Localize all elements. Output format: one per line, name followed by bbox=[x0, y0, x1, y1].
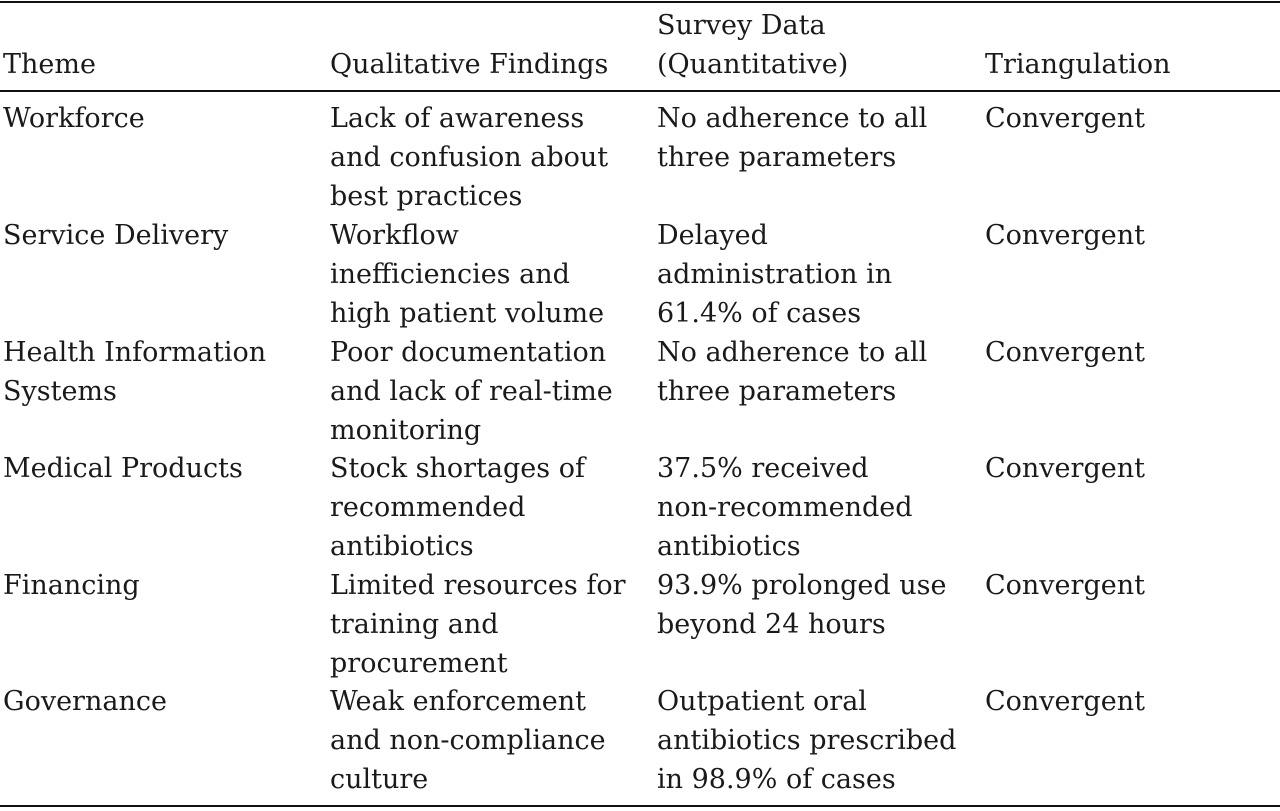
cell-line: antibiotics bbox=[330, 531, 474, 562]
row-6-triangulation bbox=[985, 682, 1145, 721]
table-bottom-rule bbox=[0, 805, 1280, 807]
header-triangulation-line: Triangulation bbox=[985, 49, 1171, 80]
cell-line: three parameters bbox=[657, 376, 897, 407]
row-1-qualitative bbox=[330, 99, 608, 216]
cell-line: administration in bbox=[657, 259, 893, 290]
row-3-triangulation bbox=[985, 333, 1145, 372]
cell-line: No adherence to all bbox=[657, 103, 928, 134]
row-5-triangulation bbox=[985, 566, 1145, 605]
row-3-qualitative bbox=[330, 333, 613, 450]
cell-line: antibiotics prescribed bbox=[657, 725, 957, 756]
cell-line: Convergent bbox=[985, 686, 1145, 717]
header-theme bbox=[3, 45, 96, 84]
cell-line: Governance bbox=[3, 686, 167, 717]
cell-line: Outpatient oral bbox=[657, 686, 867, 717]
row-5-theme bbox=[3, 566, 140, 605]
cell-line: high patient volume bbox=[330, 298, 605, 329]
row-6-survey bbox=[657, 682, 956, 799]
header-qualitative-line: Qualitative Findings bbox=[330, 49, 609, 80]
row-6-theme bbox=[3, 682, 167, 721]
row-2-triangulation bbox=[985, 216, 1145, 255]
cell-line: Weak enforcement bbox=[330, 686, 587, 717]
row-4-survey bbox=[657, 449, 913, 566]
cell-line: procurement bbox=[330, 648, 508, 679]
cell-line: Convergent bbox=[985, 103, 1145, 134]
row-5-survey bbox=[657, 566, 946, 644]
cell-line: best practices bbox=[330, 181, 523, 212]
cell-line: Stock shortages of bbox=[330, 453, 585, 484]
cell-line: non-recommended bbox=[657, 492, 913, 523]
header-triangulation bbox=[985, 45, 1171, 84]
header-survey-line-1: Survey Data bbox=[657, 10, 826, 41]
cell-line: beyond 24 hours bbox=[657, 609, 886, 640]
cell-line: antibiotics bbox=[657, 531, 801, 562]
cell-line: recommended bbox=[330, 492, 526, 523]
cell-line: and non-compliance bbox=[330, 725, 606, 756]
cell-line: training and bbox=[330, 609, 499, 640]
row-3-survey bbox=[657, 333, 927, 411]
row-1-survey bbox=[657, 99, 927, 177]
cell-line: monitoring bbox=[330, 415, 482, 446]
cell-line: Service Delivery bbox=[3, 220, 229, 251]
row-2-qualitative bbox=[330, 216, 604, 333]
row-5-qualitative bbox=[330, 566, 625, 683]
cell-line: Convergent bbox=[985, 570, 1145, 601]
header-theme-line: Theme bbox=[3, 49, 96, 80]
cell-line: 93.9% prolonged use bbox=[657, 570, 947, 601]
cell-line: Convergent bbox=[985, 220, 1145, 251]
table-top-rule bbox=[0, 1, 1280, 3]
row-3-theme bbox=[3, 333, 266, 411]
cell-line: three parameters bbox=[657, 142, 897, 173]
row-1-triangulation bbox=[985, 99, 1145, 138]
cell-line: Workforce bbox=[3, 103, 145, 134]
cell-line: Medical Products bbox=[3, 453, 243, 484]
row-4-qualitative bbox=[330, 449, 585, 566]
cell-line: Convergent bbox=[985, 453, 1145, 484]
cell-line: Workflow bbox=[330, 220, 459, 251]
header-survey-data bbox=[657, 6, 848, 84]
header-qualitative-findings bbox=[330, 45, 608, 84]
row-4-triangulation bbox=[985, 449, 1145, 488]
cell-line: Limited resources for bbox=[330, 570, 626, 601]
row-4-theme bbox=[3, 449, 243, 488]
table-header-rule bbox=[0, 90, 1280, 92]
cell-line: 37.5% received bbox=[657, 453, 869, 484]
cell-line: and confusion about bbox=[330, 142, 609, 173]
cell-line: No adherence to all bbox=[657, 337, 928, 368]
cell-line: Convergent bbox=[985, 337, 1145, 368]
row-6-qualitative bbox=[330, 682, 606, 799]
cell-line: inefficiencies and bbox=[330, 259, 570, 290]
row-2-theme bbox=[3, 216, 228, 255]
cell-line: and lack of real-time bbox=[330, 376, 613, 407]
cell-line: 61.4% of cases bbox=[657, 298, 862, 329]
cell-line: Systems bbox=[3, 376, 117, 407]
cell-line: Health Information bbox=[3, 337, 267, 368]
cell-line: Lack of awareness bbox=[330, 103, 585, 134]
header-survey-line-2: (Quantitative) bbox=[657, 49, 849, 80]
row-2-survey bbox=[657, 216, 892, 333]
cell-line: Poor documentation bbox=[330, 337, 607, 368]
cell-line: in 98.9% of cases bbox=[657, 764, 896, 795]
row-1-theme bbox=[3, 99, 145, 138]
cell-line: Delayed bbox=[657, 220, 768, 251]
cell-line: culture bbox=[330, 764, 429, 795]
cell-line: Financing bbox=[3, 570, 140, 601]
